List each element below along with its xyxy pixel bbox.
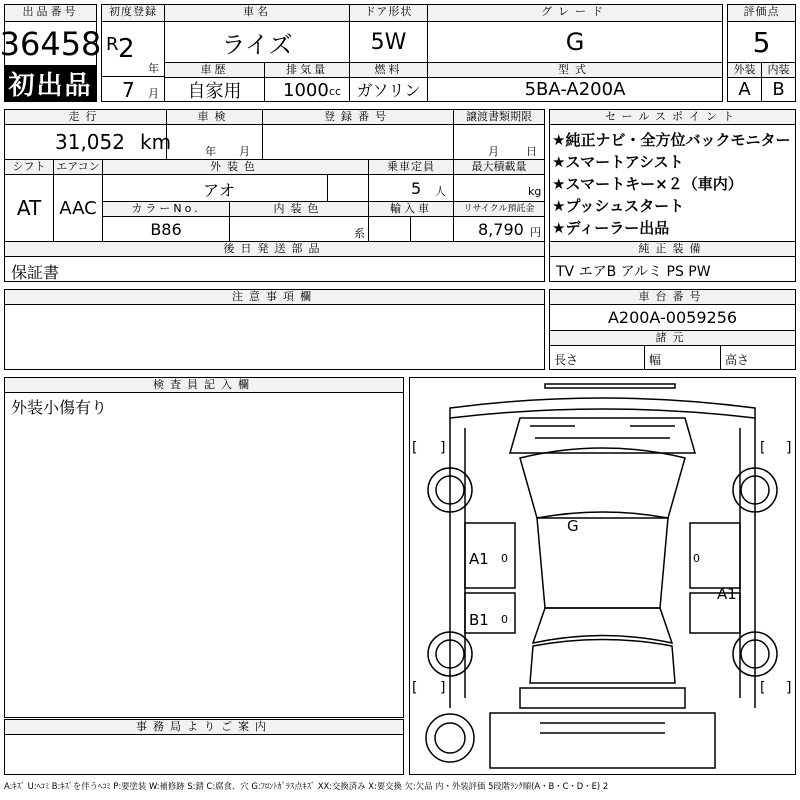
inspector-label: 検査員記入欄: [4, 377, 404, 393]
equip-label: 純正装備: [549, 241, 796, 257]
sales-point-2: ★スマートアシスト: [552, 153, 684, 171]
interior-label: 内装: [761, 62, 796, 78]
import-label: 輸入車: [368, 201, 454, 217]
inspection-label: 車検: [166, 109, 263, 125]
car-diagram-svg: [410, 378, 795, 774]
mark-left-rear-b1: B1: [469, 611, 489, 629]
chassis-label: 車台番号: [549, 289, 796, 305]
diagram-right-side: [740, 418, 755, 708]
sales-points-label: セールスポイント: [549, 109, 796, 125]
mark-roof-g: G: [567, 517, 579, 535]
transfer-label: 譲渡書類期限: [453, 109, 545, 125]
diagram-roofline-top: [450, 398, 755, 418]
first-reg-year-cell: [101, 21, 165, 77]
transfer-month-unit: 月: [488, 145, 499, 158]
office-label: 事務局よりご案内: [4, 719, 404, 735]
spec-width-label: 幅: [649, 353, 662, 367]
door-label: ドア形状: [349, 4, 428, 22]
import-cell: [368, 216, 454, 242]
spec-width: [644, 345, 721, 370]
spec-height: [720, 345, 796, 370]
bracket-left-top-open: [: [412, 440, 418, 456]
displacement-label: 排気量: [264, 62, 350, 78]
chassis-no: A200A-0059256: [549, 304, 796, 331]
sales-point-4: ★プッシュスタート: [552, 197, 685, 215]
legend: A:ｷｽﾞ U:ﾍｺﾐ B:ｷｽﾞを伴うﾍｺﾐ P:要塗装 W:補修跡 S:錆 C:腐食、穴 G:ﾌﾛﾝﾄｶﾞﾗｽ点ｷｽﾞ XX:交換済み X:要交換 欠:欠品 内・外装評価 5段階ﾗﾝｸ順(A・B・C・D・E) 2: [4, 781, 609, 791]
year-unit: 年: [148, 62, 159, 75]
notes-label: 注意事項欄: [4, 289, 545, 305]
sales-point-1: ★純正ナビ・全方位バックモニター: [552, 131, 791, 149]
displacement-cell: [264, 77, 350, 102]
color-cell: [102, 174, 369, 202]
spec-label: 諸元: [549, 330, 796, 346]
inspection-year-unit: 年: [205, 145, 216, 158]
diagram-rear-bumper: [520, 688, 685, 708]
inspector-box: [4, 392, 404, 718]
bracket-left-bottom-open: [: [412, 680, 418, 696]
reg-no-label: 登録番号: [262, 109, 454, 125]
score: 5: [727, 21, 796, 63]
sales-point-3: ★スマートキー×２（車内）: [552, 175, 743, 193]
grade-label: グレード: [427, 4, 723, 22]
int-color-label: 内装色: [229, 201, 369, 217]
shift-label: シフト: [4, 159, 54, 175]
inspection-cell: [166, 124, 263, 160]
capacity: 5: [411, 179, 422, 198]
car-diagram: [409, 377, 796, 775]
maxload-unit: kg: [528, 185, 542, 198]
ac-label: エアコン: [53, 159, 103, 175]
mark-left-rear-zero: 0: [501, 613, 508, 626]
diagram-top-frame: [545, 384, 675, 388]
diagram-left-side: [450, 418, 465, 708]
exterior-grade: A: [727, 77, 762, 102]
first-reg-month: 7: [122, 78, 135, 102]
maxload-cell: [453, 174, 545, 202]
exterior-color: アオ: [203, 181, 235, 200]
model: 5BA-A200A: [427, 77, 723, 102]
diagram-grille: [530, 426, 675, 438]
mark-right-zero: 0: [693, 552, 700, 565]
car-name-label: 車名: [164, 4, 350, 22]
shift: AT: [4, 174, 54, 242]
maxload-label: 最大積載量: [453, 159, 545, 175]
transfer-cell: [453, 124, 545, 160]
diagram-hood: [520, 448, 685, 518]
displacement: 1000: [283, 80, 329, 101]
diagram-rear-window: [533, 608, 672, 643]
equipment: TV エアB アルミ PS PW: [556, 264, 711, 280]
spec-length: [549, 345, 645, 370]
mileage: 31,052: [55, 130, 125, 154]
first-listing-badge: 初出品: [4, 65, 97, 102]
score-label: 評価点: [727, 4, 796, 22]
capacity-cell: [368, 174, 454, 202]
later-parts-label: 後日発送部品: [4, 241, 545, 257]
import-divider: [410, 216, 411, 242]
notes-box: [4, 304, 545, 370]
bracket-left-bottom-close: ]: [440, 680, 446, 696]
bracket-left-top-close: ]: [440, 440, 446, 456]
bracket-right-top-open: [: [760, 440, 766, 456]
bracket-right-bottom-close: ]: [786, 680, 792, 696]
office-box: [4, 734, 404, 775]
month-unit: 月: [148, 87, 159, 100]
color-label: 外装色: [102, 159, 369, 175]
mark-right-a1: A1: [717, 585, 737, 603]
first-reg-month-cell: [101, 76, 165, 102]
history-label: 車歴: [164, 62, 265, 78]
diagram-spare-wheel: [426, 714, 474, 762]
exterior-label: 外装: [727, 62, 762, 78]
era: R: [106, 34, 119, 55]
mileage-unit: km: [140, 130, 172, 154]
sales-point-5: ★ディーラー出品: [552, 219, 670, 237]
recycle-label: リサイクル預託金: [453, 201, 545, 217]
lot-no: 36458: [4, 21, 97, 66]
recycle-unit: 円: [530, 226, 541, 239]
fuel: ガソリン: [349, 77, 428, 102]
sales-points-box: [549, 124, 796, 242]
color-divider: [327, 174, 328, 202]
grade: G: [427, 21, 723, 63]
model-label: 型式: [427, 62, 723, 78]
diagram-roof: [537, 518, 668, 608]
mark-left-front-a1: A1: [469, 550, 489, 568]
int-color-unit: 系: [354, 227, 365, 240]
capacity-unit: 人: [435, 185, 446, 198]
transfer-day-unit: 日: [526, 145, 537, 158]
first-reg-label: 初度登録: [101, 4, 165, 22]
recycle-fee: 8,790: [478, 220, 524, 239]
ac: AAC: [53, 174, 103, 242]
spec-height-label: 高さ: [725, 353, 750, 367]
mileage-cell: [4, 124, 172, 160]
colorno: B86: [102, 216, 230, 242]
diagram-rear-lower: [490, 713, 715, 768]
inspection-month-unit: 月: [239, 145, 250, 158]
capacity-label: 乗車定員: [368, 159, 454, 175]
displacement-unit: cc: [329, 85, 342, 98]
reg-no: [262, 124, 454, 160]
bracket-right-bottom-open: [: [760, 680, 766, 696]
mark-left-front-zero: 0: [501, 552, 508, 565]
int-color-cell: [229, 216, 369, 242]
bracket-right-top-close: ]: [786, 440, 792, 456]
spec-length-label: 長さ: [554, 353, 579, 367]
history: 自家用: [164, 77, 265, 102]
car-name: ライズ: [164, 21, 350, 63]
door-type: 5W: [349, 21, 428, 63]
recycle-cell: [453, 216, 545, 242]
lot-no-label: 出品番号: [4, 4, 97, 22]
fuel-label: 燃料: [349, 62, 428, 78]
first-reg-year: 2: [118, 34, 135, 64]
mileage-label: 走行: [4, 109, 167, 125]
equip-cell: [549, 256, 796, 282]
colorno-label: カラーNo.: [102, 201, 230, 217]
interior-grade: B: [761, 77, 796, 102]
inspector-comment: 外装小傷有り: [11, 398, 108, 417]
diagram-trunk: [530, 640, 675, 684]
later-parts: 保証書: [11, 263, 60, 282]
later-parts-cell: [4, 256, 545, 282]
